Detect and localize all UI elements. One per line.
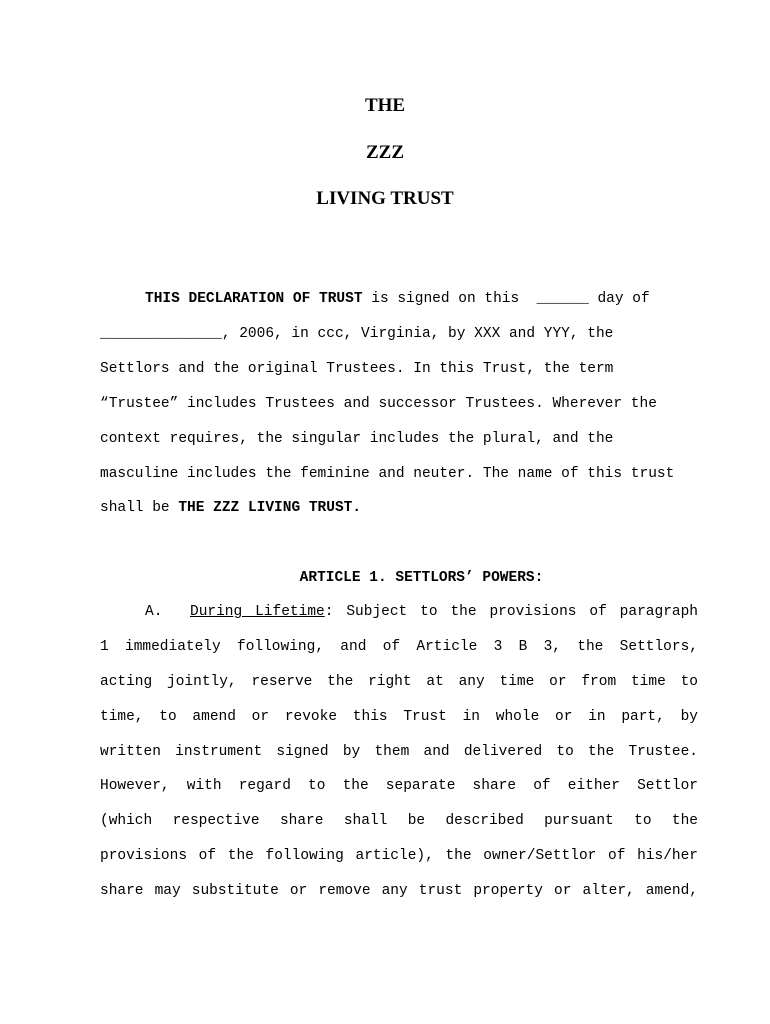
declaration-lead: THIS DECLARATION OF TRUST: [145, 291, 363, 307]
para-a-line: share may substitute or remove any trust property or alter, amend,: [100, 883, 698, 899]
intro-line-7-lead: shall be: [100, 500, 179, 516]
para-a-line: provisions of the following article), the owner/Settlor of his/her: [100, 848, 698, 864]
intro-line-5: context requires, the singular includes the plural, and the: [100, 431, 614, 447]
title-line-the: THE: [364, 95, 406, 116]
para-a-line: However, with regard to the separate share of either Settlor: [100, 778, 698, 794]
para-a-line-1-rest: : Subject to the provisions of paragraph: [324, 604, 698, 620]
trust-name-bold: THE ZZZ LIVING TRUST.: [178, 500, 362, 516]
intro-line-7: [100, 498, 698, 518]
intro-line-6: masculine includes the feminine and neuter. The name of this trust: [100, 466, 675, 482]
article-1-heading: ARTICLE 1. SETTLORS’ POWERS:: [299, 570, 544, 586]
title-line-living-trust: LIVING TRUST: [316, 188, 454, 209]
intro-line-1: [145, 289, 698, 309]
intro-line-1-rest: is signed on this ______ day of: [362, 291, 650, 307]
intro-line-2: ______________, 2006, in ccc, Virginia, by XXX and YYY, the: [100, 326, 614, 342]
intro-line-4: “Trustee” includes Trustees and successor Trustees. Wherever the: [100, 396, 657, 412]
during-lifetime-heading: During Lifetime: [190, 604, 325, 620]
para-a-line: 1 immediately following, and of Article 3 B 3, the Settlors,: [100, 639, 698, 655]
para-a-line: time, to amend or revoke this Trust in whole or in part, by: [100, 709, 698, 725]
para-a-line-1: [145, 602, 698, 622]
para-a-line: written instrument signed by them and delivered to the Trustee.: [100, 744, 698, 760]
para-a-line: (which respective share shall be described pursuant to the: [100, 813, 698, 829]
intro-line-3: Settlors and the original Trustees. In this Trust, the term: [100, 361, 614, 377]
title-line-name: ZZZ: [365, 142, 405, 163]
para-a-label: A.: [145, 604, 163, 620]
para-a-line: acting jointly, reserve the right at any time or from time to: [100, 674, 698, 690]
